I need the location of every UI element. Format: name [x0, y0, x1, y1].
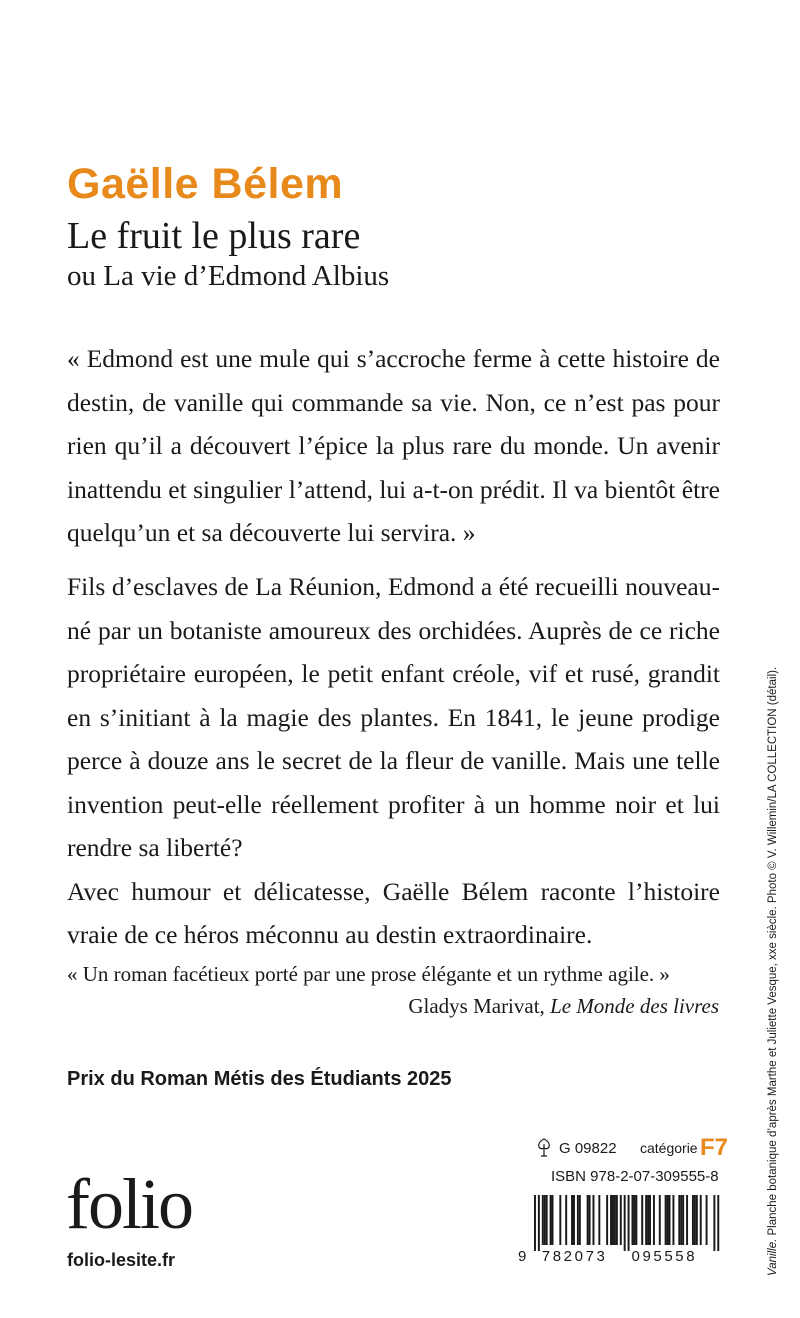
barcode-bar — [598, 1195, 600, 1245]
prize-label: Prix du Roman Métis des Étudiants 2025 — [67, 1068, 452, 1090]
barcode-bar — [606, 1195, 608, 1245]
barcode-bar — [534, 1195, 536, 1251]
category-label: catégorie — [640, 1140, 698, 1156]
barcode-bar — [653, 1195, 655, 1245]
barcode-bar — [544, 1195, 546, 1245]
summary-paragraph: Avec humour et délicatesse, Gaëlle Bélem raconte l’histoire vraie de ce héros méconnu au destin extraordinaire. — [67, 876, 720, 949]
credit-image-title: Vanille. — [767, 1238, 779, 1276]
barcode-bar — [696, 1195, 698, 1245]
barcode-bar — [635, 1195, 637, 1245]
barcode-bar — [550, 1195, 552, 1245]
barcode-bar — [672, 1195, 674, 1245]
barcode-bar — [620, 1195, 622, 1245]
barcode-bar — [686, 1195, 688, 1245]
barcode-bar — [616, 1195, 618, 1245]
barcode-bar — [571, 1195, 573, 1245]
credit-text: Planche botanique d’après Marthe et Juliette Vesque, xxe siècle. Photo © V. Willemin/LA COLLECTION (détail). — [767, 666, 779, 1236]
barcode-bar — [678, 1195, 680, 1245]
barcode-bar — [633, 1195, 635, 1245]
barcode-bar — [641, 1195, 643, 1245]
barcode-bar — [647, 1195, 649, 1245]
barcode-bar — [542, 1195, 544, 1245]
publisher-logo: folio — [66, 1164, 192, 1244]
barcode-bar — [552, 1195, 554, 1245]
barcode-bar — [628, 1195, 630, 1251]
barcode-bar — [659, 1195, 661, 1245]
barcode-bar — [589, 1195, 591, 1245]
review-text: « Un roman facétieux porté par une prose élégante et un rythme agile. » — [67, 962, 670, 986]
barcode-bar — [682, 1195, 684, 1245]
barcode-bar — [546, 1195, 548, 1245]
catalog-codes — [536, 1134, 729, 1162]
barcode-bar — [593, 1195, 595, 1245]
isbn-barcode — [520, 1195, 720, 1263]
author-name: Gaëlle Bélem — [67, 160, 344, 208]
eco-tree-icon — [536, 1138, 552, 1158]
barcode-bar — [680, 1195, 682, 1245]
barcode-bar — [692, 1195, 694, 1245]
category-code: F7 — [700, 1134, 729, 1161]
barcode-bar — [610, 1195, 612, 1245]
book-subtitle: ou La vie d’Edmond Albius — [67, 260, 390, 292]
barcode-bar — [538, 1195, 540, 1251]
cover-credit — [767, 667, 779, 1276]
barcode-bar — [579, 1195, 581, 1245]
barcode-bar — [706, 1195, 708, 1245]
press-review — [67, 958, 719, 1022]
quote-paragraph: « Edmond est une mule qui s’accroche ferme à cette histoire de destin, de vanille qui commande sa vie. Non, ce n’est pas pour rien qu’il a découvert l’épice la plus rare du monde. Un avenir inattendu et singulier l’attend, lui a-t-on prédit. Il va bientôt être quelqu’un et sa découverte lui servira. » — [67, 344, 720, 547]
barcode-bar — [577, 1195, 579, 1245]
barcode-bar — [669, 1195, 671, 1245]
barcode-bar — [624, 1195, 626, 1251]
summary — [67, 565, 720, 957]
isbn: ISBN 978-2-07-309555-8 — [551, 1168, 719, 1185]
barcode-digits: 782073 — [541, 1248, 608, 1265]
g-code: G 09822 — [559, 1140, 617, 1157]
barcode-bar — [614, 1195, 616, 1245]
review-publication: Le Monde des livres — [550, 994, 719, 1018]
book-title: Le fruit le plus rare — [67, 215, 361, 257]
summary-paragraph: Fils d’esclaves de La Réunion, Edmond a été recueilli nouveau-né par un botaniste amoureux des orchidées. Auprès de ce riche propriétaire européen, le petit enfant créole, vif et rusé, grandit en s’initiant à la magie des plantes. En 1841, le jeune prodige perce à douze ans le secret de la fleur de vanille. Mais une telle invention peut-elle réellement profiter à un homme noir et lui rendre sa liberté? — [67, 572, 720, 862]
barcode-bar — [713, 1195, 715, 1251]
barcode-bar — [632, 1195, 634, 1245]
barcode-bar — [667, 1195, 669, 1245]
publisher-website: folio-lesite.fr — [67, 1250, 176, 1270]
barcode-bar — [700, 1195, 702, 1245]
barcode-bar — [565, 1195, 567, 1245]
review-critic: Gladys Marivat, — [408, 994, 545, 1018]
barcode-bar — [645, 1195, 647, 1245]
barcode-bar — [694, 1195, 696, 1245]
barcode-digits: 095558 — [631, 1248, 698, 1265]
barcode-bar — [587, 1195, 589, 1245]
barcode-bar — [573, 1195, 575, 1245]
barcode-bar — [559, 1195, 561, 1245]
barcode-bar — [717, 1195, 719, 1251]
barcode-bar — [649, 1195, 651, 1245]
barcode-digits: 9 — [518, 1248, 529, 1265]
review-attribution — [67, 990, 719, 1022]
barcode-bar — [665, 1195, 667, 1245]
barcode-graphic — [520, 1195, 720, 1263]
barcode-bar — [612, 1195, 614, 1245]
